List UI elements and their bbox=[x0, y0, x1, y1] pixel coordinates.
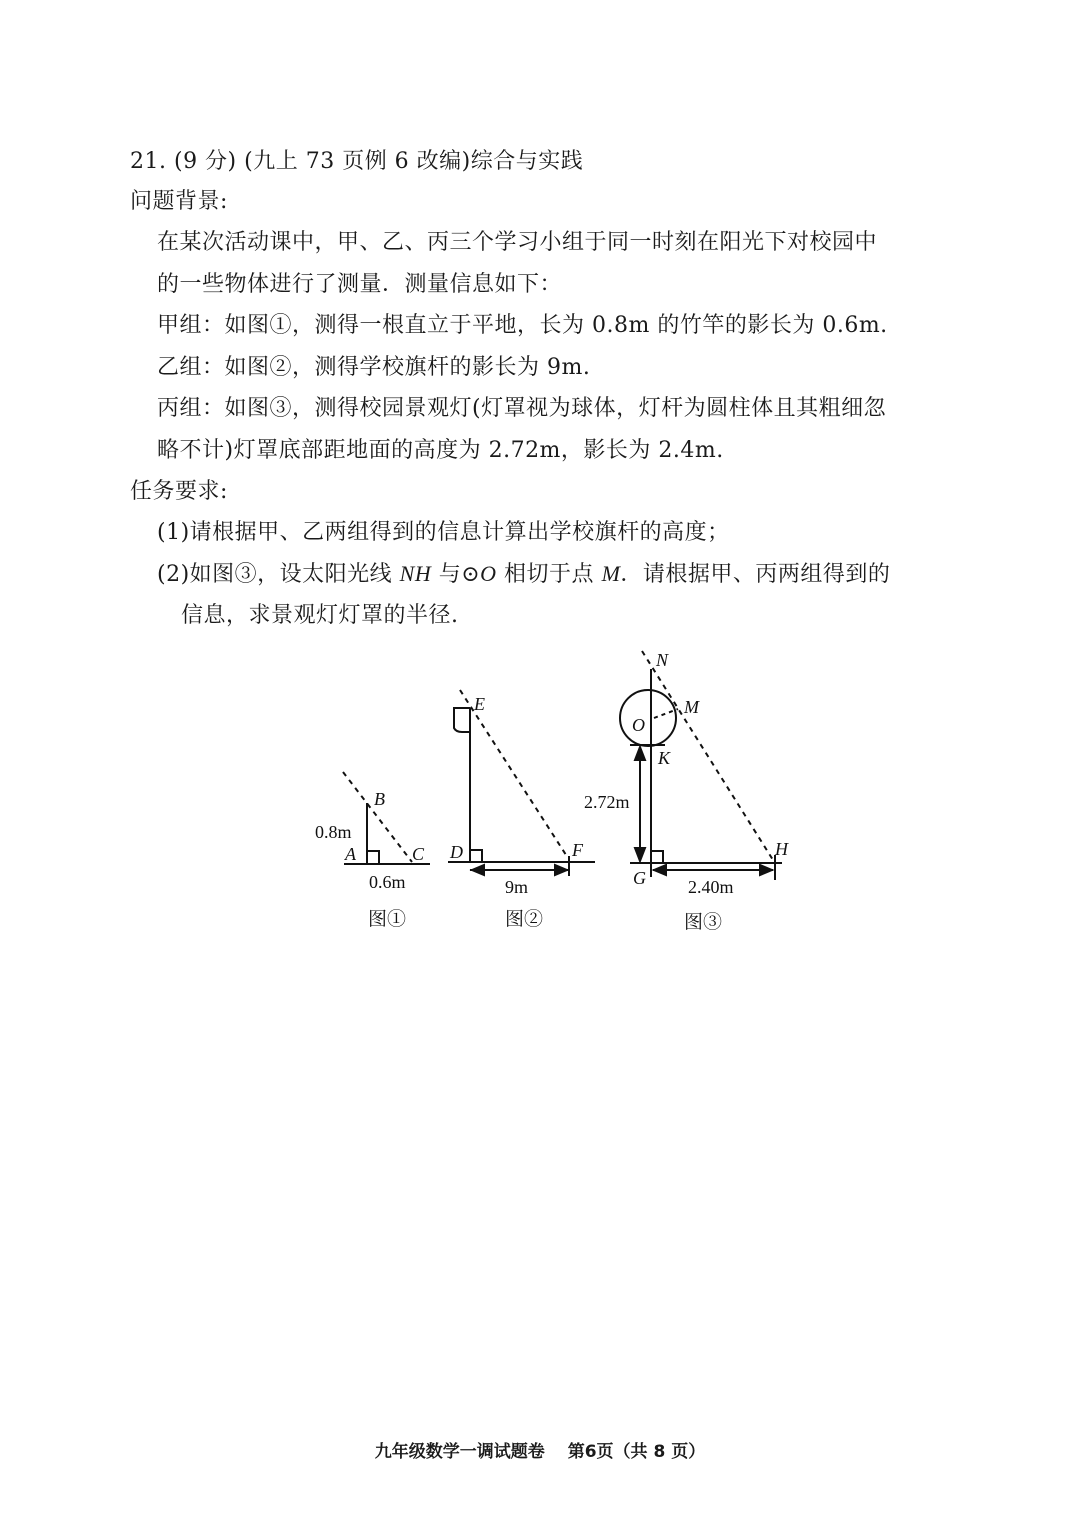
task-1: (1)请根据甲、乙两组得到的信息计算出学校旗杆的高度； bbox=[157, 520, 730, 545]
fig3-label-o: O bbox=[632, 715, 645, 735]
fig3-label-h: H bbox=[775, 839, 788, 859]
fig3-label-k: K bbox=[658, 748, 671, 768]
fig1-height: 0.8m bbox=[315, 822, 352, 842]
line-nh: NH bbox=[399, 561, 432, 586]
group-yi-line: 乙组：如图②，测得学校旗杆的影长为 9m. bbox=[157, 355, 591, 380]
group-bing-line-2: 略不计)灯罩底部距地面的高度为 2.72m，影长为 2.4m. bbox=[157, 438, 724, 463]
background-title: 问题背景: bbox=[130, 189, 228, 214]
fig3-label-n: N bbox=[656, 650, 669, 670]
circle-o: O bbox=[480, 561, 497, 586]
fig2-label-d: D bbox=[450, 842, 463, 862]
task-title: 任务要求: bbox=[130, 479, 228, 504]
fig3-height: 2.72m bbox=[584, 792, 630, 812]
fig2-caption: 图② bbox=[505, 909, 544, 930]
fig1-label-b: B bbox=[374, 789, 385, 809]
task-2-text: 相切于点 bbox=[496, 562, 602, 587]
group-jia-line: 甲组：如图①，测得一根直立于平地，长为 0.8m 的竹竿的影长为 0.6m. bbox=[157, 313, 888, 338]
page-footer: 九年级数学一调试题卷 第6页（共 8 页） bbox=[374, 1442, 706, 1462]
fig2-shadow: 9m bbox=[505, 877, 529, 897]
fig3-shadow: 2.40m bbox=[688, 877, 734, 897]
point-m: M bbox=[601, 561, 621, 586]
task-2-text: (2)如图③，设太阳光线 bbox=[157, 562, 400, 587]
background-line-1: 在某次活动课中，甲、乙、丙三个学习小组于同一时刻在阳光下对校园中 bbox=[157, 230, 878, 255]
fig1-label-c: C bbox=[412, 844, 425, 864]
fig1-shadow: 0.6m bbox=[369, 872, 406, 892]
fig3-label-g: G bbox=[633, 868, 646, 888]
question-header: 21. (9 分) (九上 73 页例 6 改编)综合与实践 bbox=[130, 149, 584, 174]
fig2-label-f: F bbox=[572, 840, 583, 860]
background-line-2: 的一些物体进行了测量．测量信息如下： bbox=[157, 272, 563, 297]
group-bing-line-1: 丙组：如图③，测得校园景观灯(灯罩视为球体，灯杆为圆柱体且其粗细忽 bbox=[157, 396, 887, 421]
fig2-label-e: E bbox=[474, 694, 485, 714]
fig1-label-a: A bbox=[345, 844, 356, 864]
fig1-caption: 图① bbox=[368, 909, 407, 930]
fig3-caption: 图③ bbox=[684, 912, 723, 933]
task-2-line-2: 信息，求景观灯灯罩的半径. bbox=[181, 603, 459, 628]
figure-3 bbox=[620, 651, 782, 880]
fig3-label-m: M bbox=[684, 697, 699, 717]
task-2-text: ．请根据甲、丙两组得到的 bbox=[620, 562, 891, 587]
task-2-text: 与⊙ bbox=[431, 562, 481, 587]
